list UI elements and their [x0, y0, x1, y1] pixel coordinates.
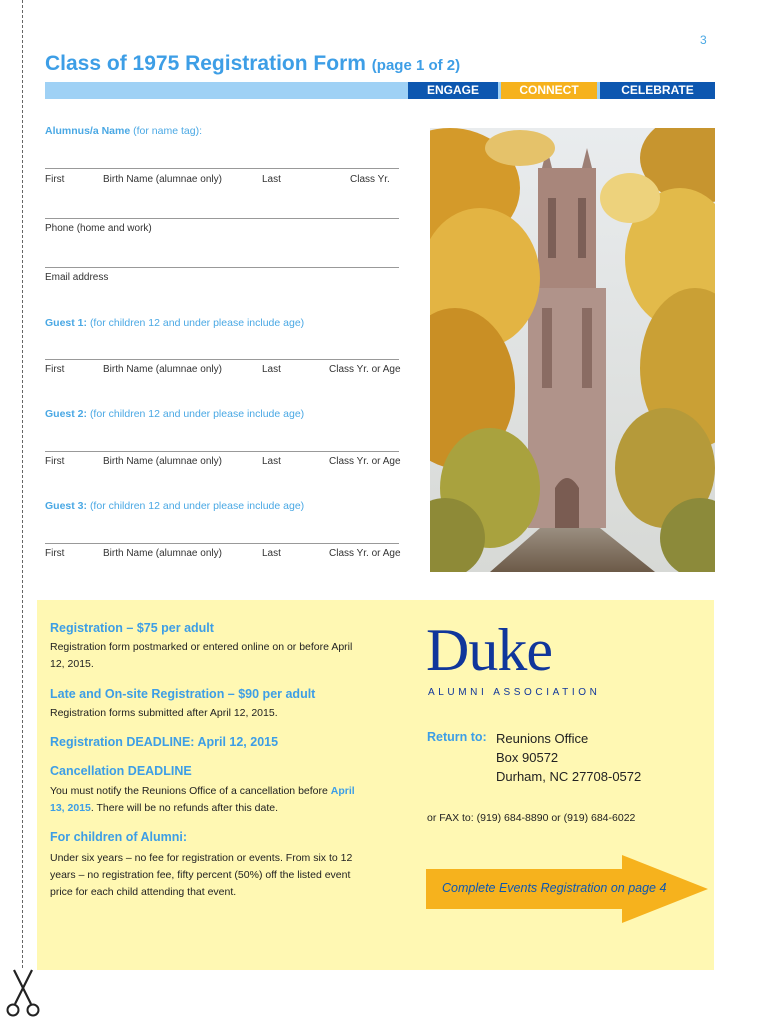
alumnus-label: Alumnus/a Name (for name tag):: [45, 125, 202, 137]
field-email: Email address: [45, 272, 109, 283]
fax-numbers: or FAX to: (919) 684-8890 or (919) 684-6022: [427, 812, 636, 824]
address-line-3: Durham, NC 27708-0572: [496, 769, 642, 784]
guest-3-birth-name: Birth Name (alumnae only): [103, 548, 222, 559]
cancellation-date: April 13, 2015: [50, 785, 355, 814]
guest-3-last: Last: [262, 548, 281, 559]
guest-3-label: Guest 3: (for children 12 and under please include age): [45, 500, 305, 512]
guest-2-label: Guest 2: (for children 12 and under please include age): [45, 408, 305, 420]
field-class-yr: Class Yr.: [350, 174, 390, 185]
page-number: 3: [700, 33, 707, 47]
field-first: First: [45, 174, 65, 185]
late-registration-text: Registration forms submitted after April 12, 2015.: [50, 707, 278, 719]
duke-logo: Duke: [426, 617, 552, 683]
field-phone: Phone (home and work): [45, 223, 152, 234]
address-line-2: Box 90572: [496, 750, 559, 765]
guest-1-first: First: [45, 364, 65, 375]
guest-2-line[interactable]: [45, 451, 399, 452]
registration-fee-heading: Registration – $75 per adult: [50, 621, 214, 635]
cancellation-deadline-heading: Cancellation DEADLINE: [50, 764, 192, 778]
tag-connect: CONNECT: [501, 82, 597, 99]
children-heading: For children of Alumni:: [50, 830, 188, 844]
guest-1-last: Last: [262, 364, 281, 375]
title-page-label: (page 1 of 2): [371, 57, 461, 74]
scissors-icon: [6, 968, 40, 1018]
registration-deadline-heading: Registration DEADLINE: April 12, 2015: [50, 735, 279, 749]
phone-line[interactable]: [45, 218, 399, 219]
guest-1-class-yr-age: Class Yr. or Age: [329, 364, 401, 375]
return-address: [496, 729, 641, 786]
address-line-1: Reunions Office: [496, 731, 589, 746]
guest-1-birth-name: Birth Name (alumnae only): [103, 364, 222, 375]
cancellation-text: You must notify the Reunions Office of a cancellation before April 13, 2015. There will be no refunds after this date.: [50, 785, 355, 814]
title-text: Class of 1975 Registration Form: [45, 52, 366, 75]
page-title: [45, 52, 460, 76]
cut-line: [22, 0, 23, 968]
guest-2-class-yr-age: Class Yr. or Age: [329, 456, 401, 467]
alumnus-name-line[interactable]: [45, 168, 399, 169]
events-registration-link-text: Complete Events Registration on page 4: [442, 881, 667, 895]
tag-engage: ENGAGE: [408, 82, 498, 99]
email-line[interactable]: [45, 267, 399, 268]
children-text: Under six years – no fee for registration or events. From six to 12 years – no registration fee, fifty percent (50%) off the listed event price for each child attending that event.: [50, 852, 353, 898]
guest-1-line[interactable]: [45, 359, 399, 360]
chapel-photo: [430, 128, 715, 572]
guest-3-line[interactable]: [45, 543, 399, 544]
guest-2-first: First: [45, 456, 65, 467]
registration-fee-text: Registration form postmarked or entered online on or before April 12, 2015.: [50, 641, 353, 670]
field-last: Last: [262, 174, 281, 185]
guest-3-class-yr-age: Class Yr. or Age: [329, 548, 401, 559]
tag-celebrate: CELEBRATE: [600, 82, 715, 99]
guest-2-birth-name: Birth Name (alumnae only): [103, 456, 222, 467]
guest-3-first: First: [45, 548, 65, 559]
guest-2-last: Last: [262, 456, 281, 467]
alumni-association-wordmark: ALUMNI ASSOCIATION: [428, 687, 601, 698]
late-registration-heading: Late and On-site Registration – $90 per adult: [50, 687, 316, 701]
guest-1-label: Guest 1: (for children 12 and under please include age): [45, 317, 305, 329]
field-birth-name: Birth Name (alumnae only): [103, 174, 222, 185]
return-label: Return to:: [427, 730, 487, 744]
